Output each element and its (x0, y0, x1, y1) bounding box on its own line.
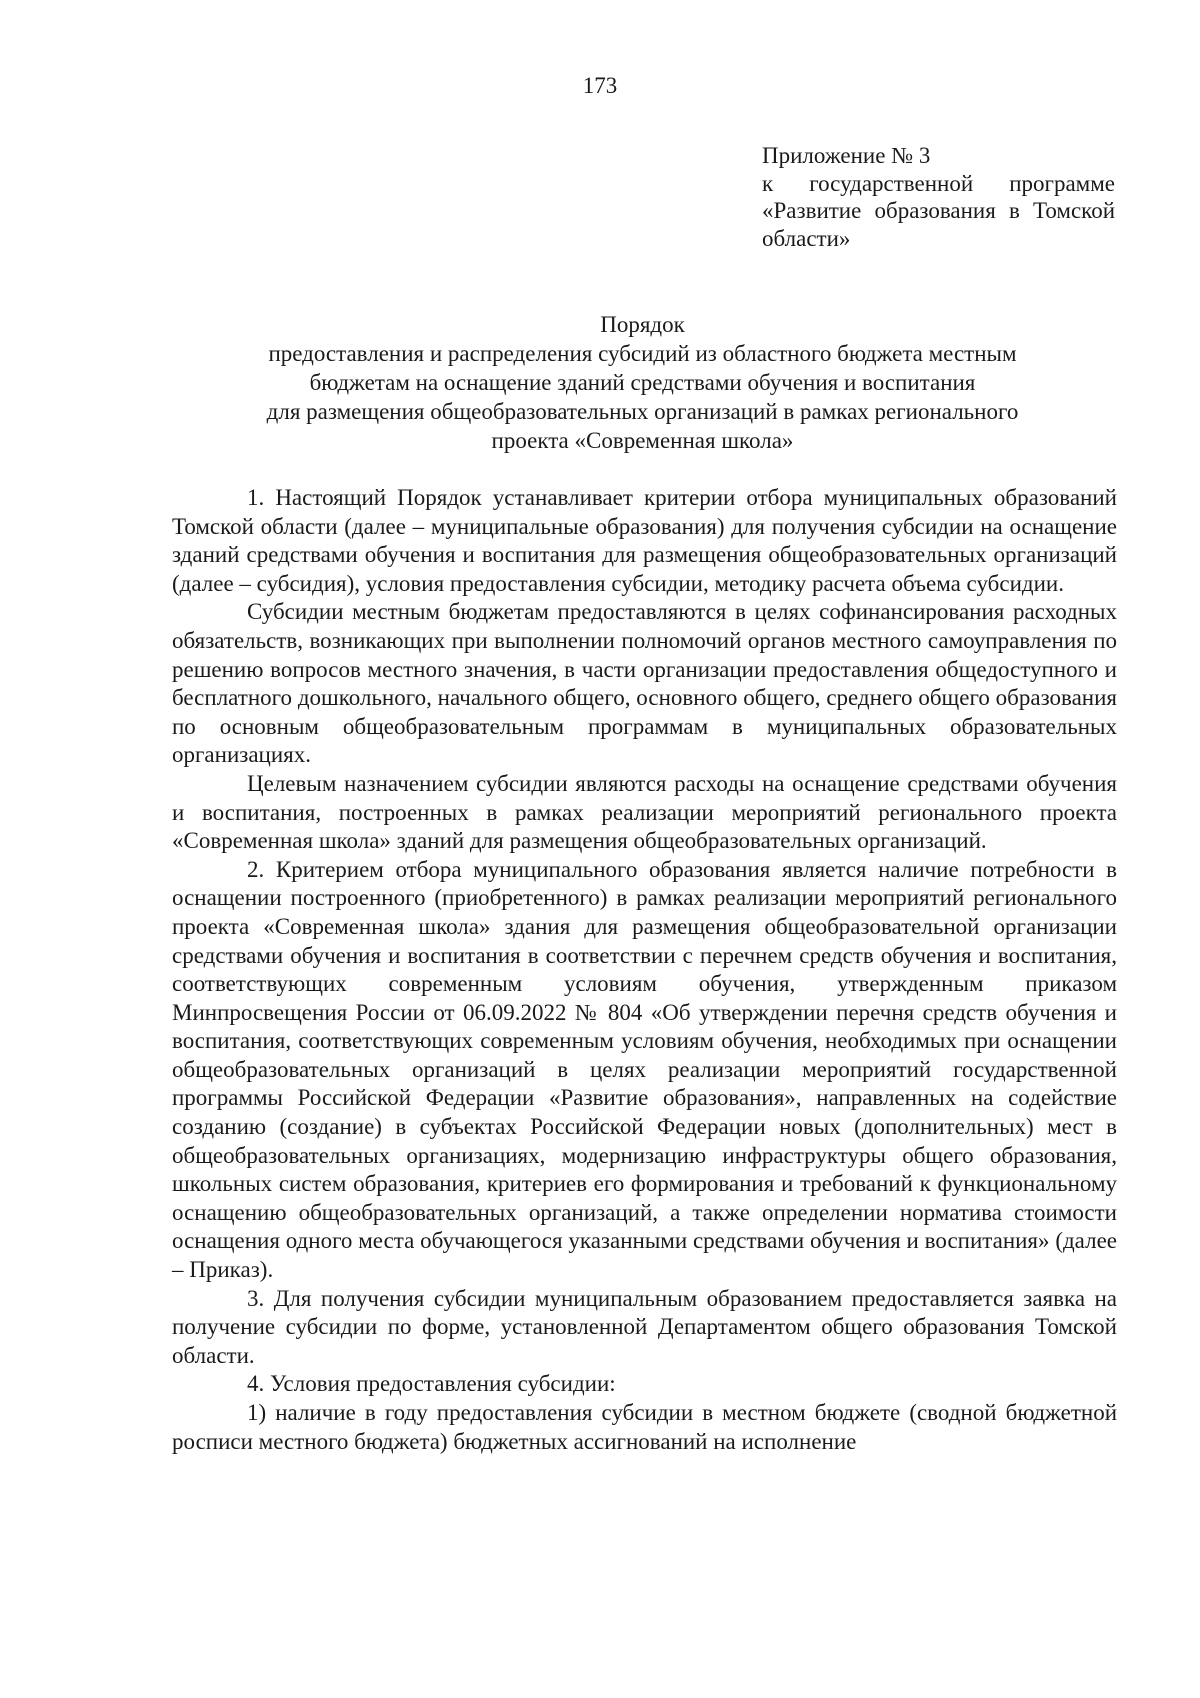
title-heading: Порядок (600, 312, 685, 337)
appendix-number: Приложение № 3 (762, 143, 931, 168)
page-number: 173 (582, 73, 618, 98)
appendix-program-ref: к государственной программе (762, 170, 1115, 196)
appendix-header (762, 142, 1115, 252)
title-line: проекта «Современная школа» (491, 428, 794, 453)
paragraph-purpose: Субсидии местным бюджетам предоставляются в целях софинансирования расходных обязательств, возникающих при выполнении полномочий органов местного самоуправления по решению вопросов местного значения, в части организации предоставления общедоступного и бесплатного дошкольного, начального общего, основного общего, среднего общего образования по основным общеобразовательным программам в муниципальных образовательных организациях. (172, 599, 1117, 768)
paragraph-target: Целевым назначением субсидии являются расходы на оснащение средствами обучения и воспитания, построенных в рамках реализации мероприятий регионального проекта «Современная школа» зданий для размещения общеобразовательных организаций. (172, 770, 1117, 854)
title-line: предоставления и распределения субсидий из областного бюджета местным (268, 341, 1017, 366)
title-line: бюджетам на оснащение зданий средствами обучения и воспитания (309, 370, 976, 395)
paragraph-2: 2. Критерием отбора муниципального образования является наличие потребности в оснащении построенного (приобретенного) в рамках реализации мероприятий регионального проекта «Современная школа» здания для размещения общеобразовательной организации средствами обучения и воспитания в соответствии с перечнем средств обучения и воспитания, соответствующих современным условиям обучения, утвержденным приказом Минпросвещения России от 06.09.2022 № 804 «Об утверждении перечня средств обучения и воспитания, соответствующих современным условиям обучения, необходимых при оснащении общеобразовательных организаций в целях реализации мероприятий государственной программы Российской Федерации «Развитие образования», направленных на содействие созданию (создание) в субъектах Российской Федерации новых (дополнительных) мест в общеобразовательных организациях, модернизацию инфраструктуры общего образования, школьных систем образования, критериев его формирования и требований к функциональному оснащению общеобразовательных организаций, а также определении норматива стоимости оснащения одного места обучающегося указанными средствами обучения и воспитания» (далее – Приказ). (172, 856, 1117, 1283)
paragraph-3: 3. Для получения субсидии муниципальным образованием предоставляется заявка на получение субсидии по форме, установленной Департаментом общего образования Томской области. (172, 1285, 1117, 1368)
document-title (170, 310, 1115, 455)
appendix-program-name: «Развитие образования в Томской области» (762, 198, 1115, 251)
paragraph-4: 4. Условия предоставления субсидии: (247, 1371, 616, 1397)
title-line: для размещения общеобразовательных организаций в рамках регионального (266, 399, 1019, 424)
paragraph-4-item-1: 1) наличие в году предоставления субсидии в местном бюджете (сводной бюджетной росписи местного бюджета) бюджетных ассигнований на исполнение (172, 1400, 1117, 1454)
paragraph-1: 1. Настоящий Порядок устанавливает критерии отбора муниципальных образований Томской области (далее – муниципальные образования) для получения субсидии на оснащение зданий средствами обучения и воспитания для размещения общеобразовательных организаций (далее – субсидия), условия предоставления субсидии, методику расчета объема субсидии. (172, 485, 1117, 596)
document-body (172, 484, 1117, 1456)
